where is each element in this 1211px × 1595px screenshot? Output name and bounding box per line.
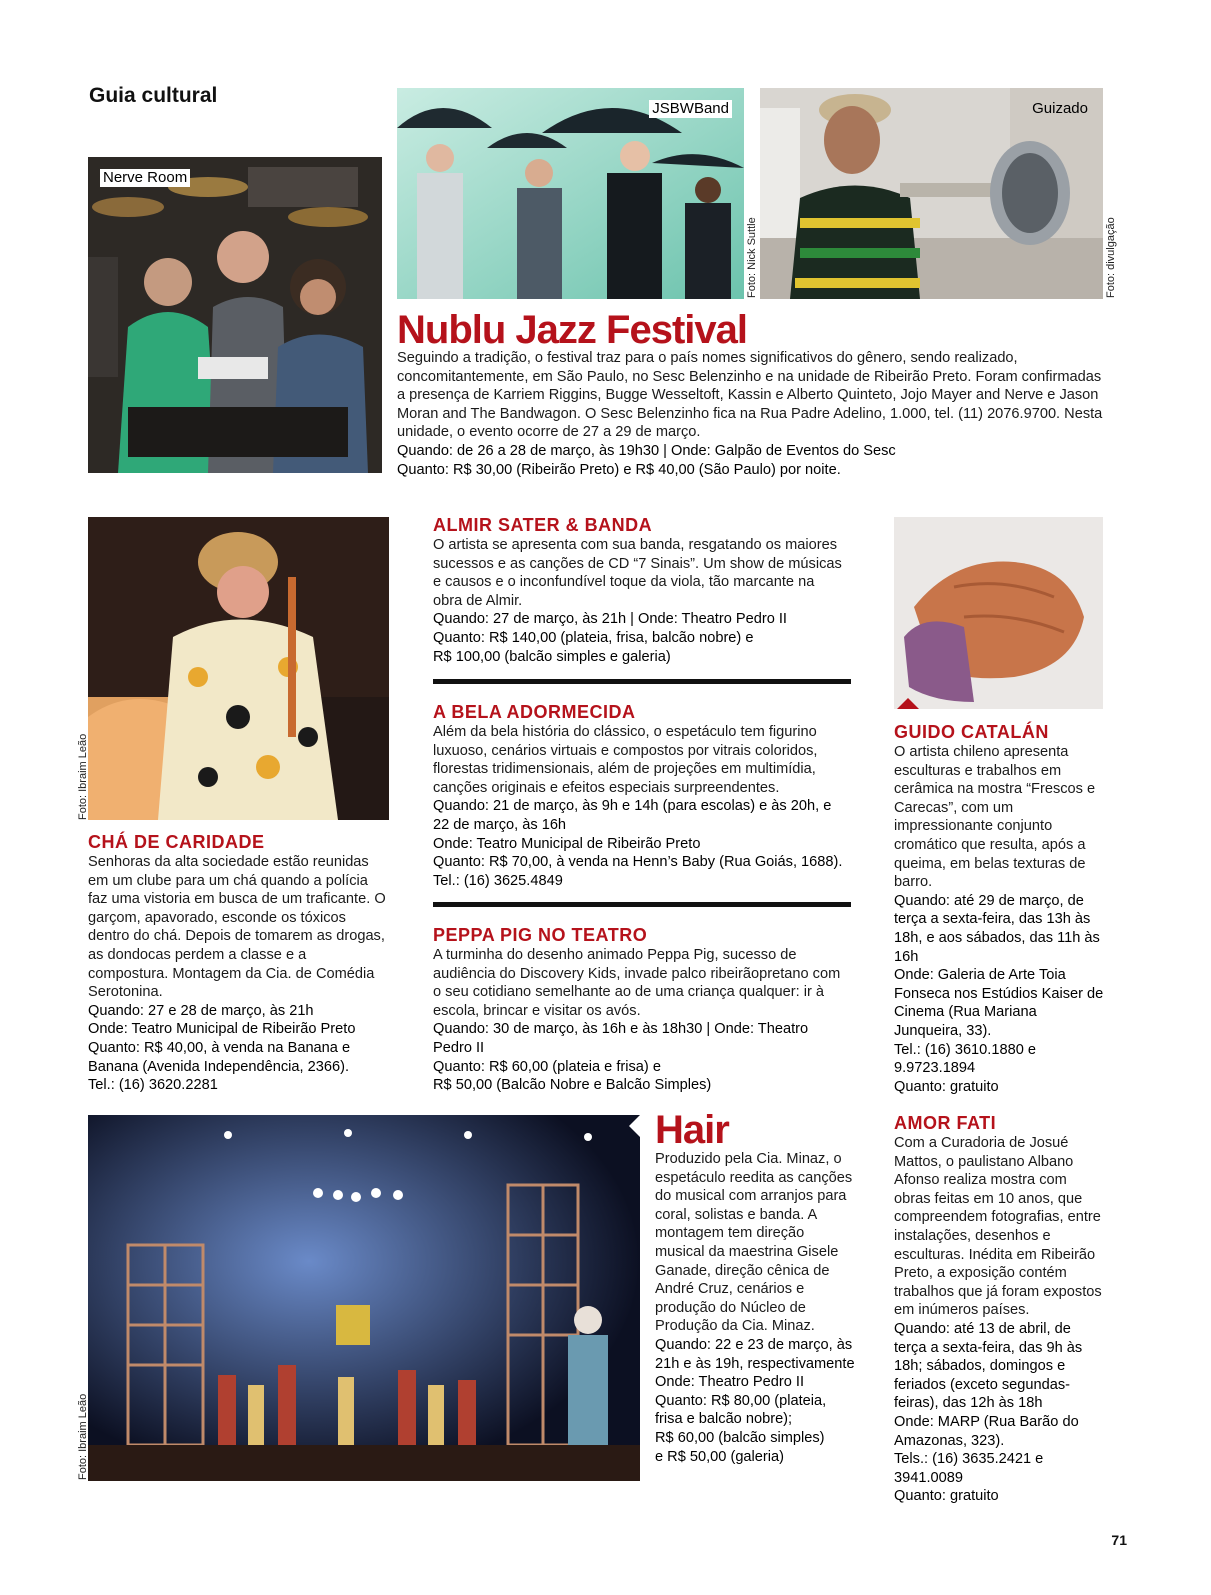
hair-stage-illustration xyxy=(88,1115,640,1481)
nublu-price: Quanto: R$ 30,00 (Ribeirão Preto) e R$ 40,00 (São Paulo) por noite. xyxy=(397,461,841,478)
guido-sculpture-illustration xyxy=(894,517,1103,709)
hair-price2: R$ 60,00 (balcão simples) xyxy=(655,1429,825,1446)
nublu-text: Seguindo a tradição, o festival traz para o país nomes significativos do gênero, sendo realizado, concomitantemente, em São Paulo, no Sesc Belenzinho e na unidade de Ribeirão Preto. Foram confirmadas a presença de Karriem Riggins, Bugge Wesseltoft, Kassin e Alberto Quinteto, Jojo Mayer and Nerve e Jason Moran and The Bandwagon. O Sesc Belenzinho fica na Rua Padre Adelino, 1.000, tel. (11) 2076.9700. Nesta unidade, o evento ocorre de 27 a 29 de março. xyxy=(397,350,1103,441)
nublu-title: Nublu Jazz Festival xyxy=(397,308,747,352)
page-number: 71 xyxy=(1111,1532,1127,1548)
jsbw-illustration xyxy=(397,88,744,299)
guizado-credit: Foto: divulgação xyxy=(1105,217,1117,298)
amor-when: Quando: até 13 de abril, de terça a sexta-feira, das 9h às 18h; sábados, domingos e feriados (exceto segundas-feiras), das 12h às 18h xyxy=(894,1320,1083,1412)
bela-where: Onde: Teatro Municipal de Ribeirão Preto xyxy=(433,835,701,852)
guido-text: O artista chileno apresenta esculturas e trabalhos em cerâmica na mostra “Frescos e Carecas”, com um impressionante conjunto cromático que resulta, após a queima, em belas texturas de barro. xyxy=(894,744,1096,891)
amor-price: Quanto: gratuito xyxy=(894,1488,999,1505)
peppa-price1: Quanto: R$ 60,00 (plateia e frisa) e xyxy=(433,1058,661,1075)
cha-title: CHÁ DE CARIDADE xyxy=(88,832,265,852)
hair-credit: Foto: Ibraim Leão xyxy=(77,1393,89,1480)
cha-when: Quando: 27 e 28 de março, às 21h xyxy=(88,1002,314,1019)
jsbw-credit: Foto: Nick Suttle xyxy=(746,217,758,298)
guizado-illustration xyxy=(760,88,1103,299)
hair-text: Produzido pela Cia. Minaz, o espetáculo reedita as canções do musical com arranjos para coral, solistas e banda. A montagem tem direção musical da maestrina Gisele Ganade, direção cênica de André Cruz, cenários e produção do Núcleo de Produção da Cia. Minaz. xyxy=(655,1151,853,1335)
hair-price3: e R$ 50,00 (galeria) xyxy=(655,1448,784,1465)
nerve-room-photo xyxy=(88,157,382,473)
bela-title: A BELA ADORMECIDA xyxy=(433,702,636,722)
guido-body xyxy=(894,743,1106,1096)
guizado-caption: Guizado xyxy=(1032,100,1088,117)
almir-price1: Quanto: R$ 140,00 (plateia, frisa, balcão nobre) e xyxy=(433,629,754,646)
almir-body xyxy=(433,536,843,666)
bela-body xyxy=(433,723,851,890)
almir-when: Quando: 27 de março, às 21h | Onde: Theatro Pedro II xyxy=(433,611,787,628)
guizado-photo xyxy=(760,88,1103,299)
almir-price2: R$ 100,00 (balcão simples e galeria) xyxy=(433,648,671,665)
bela-price: Quanto: R$ 70,00, à venda na Henn’s Baby (Rua Goiás, 1688). xyxy=(433,854,843,871)
peppa-title: PEPPA PIG NO TEATRO xyxy=(433,925,648,945)
guido-photo xyxy=(894,517,1103,709)
bela-text: Além da bela história do clássico, o espetáculo tem figurino luxuoso, cenários virtuais e compostos por vitrais coloridos, florestas tridimensionais, além de projeções em multimídia, canções originais e efeitos especiais surpreendentes. xyxy=(433,724,818,796)
divider-rule xyxy=(433,902,851,907)
hair-when: Quando: 22 e 23 de março, às 21h e às 19h, respectivamente xyxy=(655,1336,855,1372)
amor-body xyxy=(894,1134,1106,1506)
guido-when: Quando: até 29 de março, de terça a sexta-feira, das 13h às 18h, e aos sábados, das 11h às 16h xyxy=(894,892,1100,965)
bela-tel: Tel.: (16) 3625.4849 xyxy=(433,872,563,889)
divider-rule xyxy=(433,679,851,684)
pointer-triangle xyxy=(897,698,919,709)
peppa-text: A turminha do desenho animado Peppa Pig, sucesso de audiência do Discovery Kids, invade palco ribeirãopretano com o seu cotidiano semelhante ao de uma criança qualquer: ir à escola, brincar e visitar os avós. xyxy=(433,947,841,1019)
hair-title: Hair xyxy=(655,1108,729,1152)
hair-body xyxy=(655,1150,855,1466)
hair-price1: Quanto: R$ 80,00 (plateia, frisa e balcão nobre); xyxy=(655,1392,827,1428)
almir-title: ALMIR SATER & BANDA xyxy=(433,515,653,535)
cha-credit: Foto: Ibraim Leão xyxy=(77,733,89,820)
nerve-room-caption: Nerve Room xyxy=(100,169,190,187)
cha-price: Quanto: R$ 40,00, à venda na Banana e Banana (Avenida Independência, 2366). xyxy=(88,1039,351,1075)
amor-text: Com a Curadoria de Josué Mattos, o paulistano Albano Afonso realiza mostra com obras feitas em 10 anos, que compreendem fotografias, entre instalações, desenhos e esculturas. Inédita em Ribeirão Preto, a exposição contém trabalhos que já foram expostos em inúmeros países. xyxy=(894,1135,1102,1319)
guido-where: Onde: Galeria de Arte Toia Fonseca nos Estúdios Kaiser de Cinema (Rua Mariana Junqueira, 33). xyxy=(894,967,1104,1039)
guido-price: Quanto: gratuito xyxy=(894,1078,999,1095)
peppa-body xyxy=(433,946,851,1095)
hair-where: Onde: Theatro Pedro II xyxy=(655,1374,805,1391)
amor-title: AMOR FATI xyxy=(894,1113,997,1133)
pointer-triangle xyxy=(629,1115,640,1137)
cha-body xyxy=(88,853,390,1095)
guido-tel: Tel.: (16) 3610.1880 e 9.9723.1894 xyxy=(894,1041,1036,1077)
peppa-when: Quando: 30 de março, às 16h e às 18h30 | Onde: Theatro Pedro II xyxy=(433,1021,809,1056)
jsbw-caption: JSBWBand xyxy=(649,100,732,118)
amor-tel: Tels.: (16) 3635.2421 e 3941.0089 xyxy=(894,1451,1044,1486)
nublu-when: Quando: de 26 a 28 de março, às 19h30 | Onde: Galpão de Eventos do Sesc xyxy=(397,442,896,459)
cha-text: Senhoras da alta sociedade estão reunidas em um clube para um chá quando a polícia faz uma vistoria em busca de um traficante. O garçom, apavorado, esconde os tóxicos dentro do chá. Depois de tomarem as drogas, as dondocas perdem a classe e a compostura. Montagem da Cia. de Comédia Serotonina. xyxy=(88,854,386,1001)
cha-where: Onde: Teatro Municipal de Ribeirão Preto xyxy=(88,1021,356,1038)
guido-title: GUIDO CATALÁN xyxy=(894,722,1049,742)
nublu-body xyxy=(397,349,1103,479)
section-label: Guia cultural xyxy=(89,84,218,107)
cha-illustration xyxy=(88,517,389,820)
cha-photo xyxy=(88,517,389,820)
hair-photo xyxy=(88,1115,640,1481)
peppa-price2: R$ 50,00 (Balcão Nobre e Balcão Simples) xyxy=(433,1077,712,1094)
almir-text: O artista se apresenta com sua banda, resgatando os maiores sucessos e as canções de CD “7 Sinais”. Um show de músicas e causos e o inconfundível toque da viola, tão marcante na obra de Almir. xyxy=(433,537,842,609)
bela-when: Quando: 21 de março, às 9h e 14h (para escolas) e às 20h, e 22 de março, às 16h xyxy=(433,798,832,833)
nerve-room-illustration xyxy=(88,157,382,473)
amor-where: Onde: MARP (Rua Barão do Amazonas, 323). xyxy=(894,1413,1079,1449)
cha-tel: Tel.: (16) 3620.2281 xyxy=(88,1077,218,1094)
jsbw-photo xyxy=(397,88,744,299)
